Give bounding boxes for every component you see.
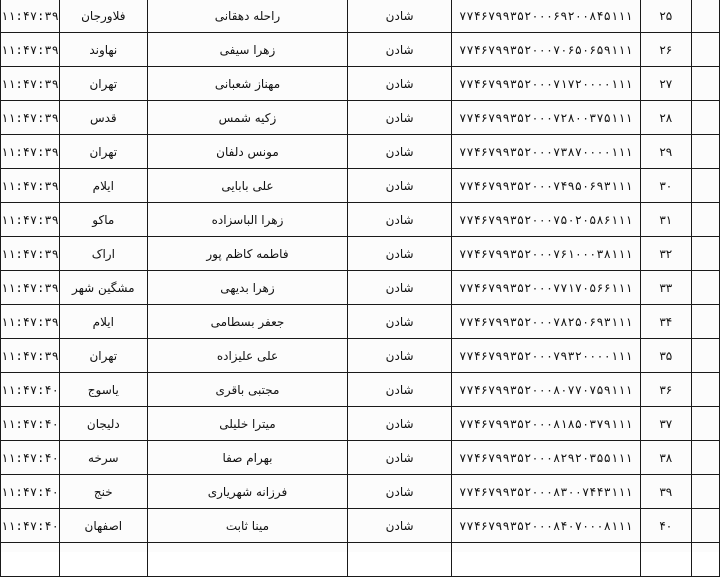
name-cell: جعفر بسطامی bbox=[147, 305, 347, 339]
row-number-cell bbox=[640, 543, 691, 577]
edge-cell bbox=[692, 407, 720, 441]
city-cell: سرخه bbox=[59, 441, 147, 475]
name-cell bbox=[147, 543, 347, 577]
table-row bbox=[1, 509, 720, 543]
time-cell: ۱۱:۴۷:۳۹ bbox=[1, 237, 60, 271]
city-cell: یاسوج bbox=[59, 373, 147, 407]
code-cell: ۷۷۴۶۷۹۹۳۵۲۰۰۰۷۷۱۷۰۵۶۶۱۱۱ bbox=[452, 271, 640, 305]
row-number-cell: ۳۰ bbox=[640, 169, 691, 203]
edge-cell bbox=[692, 101, 720, 135]
row-number-cell: ۳۴ bbox=[640, 305, 691, 339]
table-row bbox=[1, 169, 720, 203]
name-cell: علی علیزاده bbox=[147, 339, 347, 373]
city-cell: مشگین شهر bbox=[59, 271, 147, 305]
edge-cell bbox=[692, 509, 720, 543]
status-cell: شادن bbox=[348, 135, 452, 169]
time-cell bbox=[1, 543, 60, 577]
code-cell bbox=[452, 543, 640, 577]
edge-cell bbox=[692, 237, 720, 271]
status-cell: شادن bbox=[348, 475, 452, 509]
time-cell: ۱۱:۴۷:۴۰ bbox=[1, 509, 60, 543]
name-cell: علی بابایی bbox=[147, 169, 347, 203]
table-row bbox=[1, 305, 720, 339]
code-cell: ۷۷۴۶۷۹۹۳۵۲۰۰۰۷۱۷۲۰۰۰۰۱۱۱ bbox=[452, 67, 640, 101]
row-number-cell: ۳۱ bbox=[640, 203, 691, 237]
table-row bbox=[1, 373, 720, 407]
time-cell: ۱۱:۴۷:۳۹ bbox=[1, 271, 60, 305]
edge-cell bbox=[692, 271, 720, 305]
status-cell: شادن bbox=[348, 271, 452, 305]
time-cell: ۱۱:۴۷:۳۹ bbox=[1, 67, 60, 101]
table-row bbox=[1, 101, 720, 135]
table-row bbox=[1, 407, 720, 441]
code-cell: ۷۷۴۶۷۹۹۳۵۲۰۰۰۷۹۳۲۰۰۰۰۱۱۱ bbox=[452, 339, 640, 373]
table-row bbox=[1, 33, 720, 67]
edge-cell bbox=[692, 0, 720, 33]
time-cell: ۱۱:۴۷:۳۹ bbox=[1, 305, 60, 339]
status-cell: شادن bbox=[348, 339, 452, 373]
name-cell: بهرام صفا bbox=[147, 441, 347, 475]
row-number-cell: ۲۶ bbox=[640, 33, 691, 67]
edge-cell bbox=[692, 305, 720, 339]
time-cell: ۱۱:۴۷:۳۹ bbox=[1, 0, 60, 33]
edge-cell bbox=[692, 373, 720, 407]
status-cell: شادن bbox=[348, 305, 452, 339]
code-cell: ۷۷۴۶۷۹۹۳۵۲۰۰۰۷۳۸۷۰۰۰۰۱۱۱ bbox=[452, 135, 640, 169]
city-cell: ایلام bbox=[59, 169, 147, 203]
row-number-cell: ۳۲ bbox=[640, 237, 691, 271]
name-cell: زهرا بدیهی bbox=[147, 271, 347, 305]
table-row bbox=[1, 271, 720, 305]
city-cell: اراک bbox=[59, 237, 147, 271]
status-cell: شادن bbox=[348, 441, 452, 475]
table-row bbox=[1, 67, 720, 101]
status-cell: شادن bbox=[348, 67, 452, 101]
time-cell: ۱۱:۴۷:۳۹ bbox=[1, 169, 60, 203]
city-cell bbox=[59, 543, 147, 577]
code-cell: ۷۷۴۶۷۹۹۳۵۲۰۰۰۷۴۹۵۰۶۹۳۱۱۱ bbox=[452, 169, 640, 203]
time-cell: ۱۱:۴۷:۴۰ bbox=[1, 407, 60, 441]
code-cell: ۷۷۴۶۷۹۹۳۵۲۰۰۰۷۲۸۰۰۳۷۵۱۱۱ bbox=[452, 101, 640, 135]
edge-cell bbox=[692, 339, 720, 373]
table-row bbox=[1, 475, 720, 509]
table-row-partial bbox=[1, 543, 720, 577]
status-cell: شادن bbox=[348, 33, 452, 67]
city-cell: دلیجان bbox=[59, 407, 147, 441]
time-cell: ۱۱:۴۷:۴۰ bbox=[1, 475, 60, 509]
name-cell: زهرا الباسزاده bbox=[147, 203, 347, 237]
edge-cell bbox=[692, 33, 720, 67]
city-cell: ماکو bbox=[59, 203, 147, 237]
time-cell: ۱۱:۴۷:۴۰ bbox=[1, 441, 60, 475]
edge-cell bbox=[692, 475, 720, 509]
code-cell: ۷۷۴۶۷۹۹۳۵۲۰۰۰۷۸۲۵۰۶۹۳۱۱۱ bbox=[452, 305, 640, 339]
time-cell: ۱۱:۴۷:۳۹ bbox=[1, 33, 60, 67]
city-cell: خنج bbox=[59, 475, 147, 509]
table-row bbox=[1, 203, 720, 237]
name-cell: مهناز شعبانی bbox=[147, 67, 347, 101]
table-row bbox=[1, 0, 720, 33]
row-number-cell: ۳۷ bbox=[640, 407, 691, 441]
name-cell: میترا خلیلی bbox=[147, 407, 347, 441]
code-cell: ۷۷۴۶۷۹۹۳۵۲۰۰۰۷۵۰۲۰۵۸۶۱۱۱ bbox=[452, 203, 640, 237]
code-cell: ۷۷۴۶۷۹۹۳۵۲۰۰۰۸۰۷۷۰۷۵۹۱۱۱ bbox=[452, 373, 640, 407]
name-cell: مونس دلفان bbox=[147, 135, 347, 169]
name-cell: مجتبی باقری bbox=[147, 373, 347, 407]
code-cell: ۷۷۴۶۷۹۹۳۵۲۰۰۰۷۰۶۵۰۶۵۹۱۱۱ bbox=[452, 33, 640, 67]
city-cell: قدس bbox=[59, 101, 147, 135]
city-cell: تهران bbox=[59, 67, 147, 101]
code-cell: ۷۷۴۶۷۹۹۳۵۲۰۰۰۸۱۸۵۰۳۷۹۱۱۱ bbox=[452, 407, 640, 441]
city-cell: فلاورجان bbox=[59, 0, 147, 33]
row-number-cell: ۲۵ bbox=[640, 0, 691, 33]
table-row bbox=[1, 339, 720, 373]
code-cell: ۷۷۴۶۷۹۹۳۵۲۰۰۰۷۶۱۰۰۰۳۸۱۱۱ bbox=[452, 237, 640, 271]
status-cell: شادن bbox=[348, 203, 452, 237]
row-number-cell: ۲۸ bbox=[640, 101, 691, 135]
edge-cell bbox=[692, 543, 720, 577]
name-cell: زهرا سیفی bbox=[147, 33, 347, 67]
time-cell: ۱۱:۴۷:۳۹ bbox=[1, 339, 60, 373]
row-number-cell: ۳۶ bbox=[640, 373, 691, 407]
time-cell: ۱۱:۴۷:۳۹ bbox=[1, 101, 60, 135]
city-cell: اصفهان bbox=[59, 509, 147, 543]
name-cell: راحله دهقانی bbox=[147, 0, 347, 33]
edge-cell bbox=[692, 67, 720, 101]
name-cell: مینا ثابت bbox=[147, 509, 347, 543]
name-cell: فاطمه کاظم پور bbox=[147, 237, 347, 271]
city-cell: ایلام bbox=[59, 305, 147, 339]
row-number-cell: ۳۸ bbox=[640, 441, 691, 475]
status-cell: شادن bbox=[348, 509, 452, 543]
time-cell: ۱۱:۴۷:۳۹ bbox=[1, 203, 60, 237]
row-number-cell: ۳۳ bbox=[640, 271, 691, 305]
city-cell: تهران bbox=[59, 135, 147, 169]
row-number-cell: ۳۵ bbox=[640, 339, 691, 373]
status-cell bbox=[348, 543, 452, 577]
row-number-cell: ۴۰ bbox=[640, 509, 691, 543]
edge-cell bbox=[692, 203, 720, 237]
table-row bbox=[1, 135, 720, 169]
code-cell: ۷۷۴۶۷۹۹۳۵۲۰۰۰۶۹۲۰۰۸۴۵۱۱۱ bbox=[452, 0, 640, 33]
city-cell: تهران bbox=[59, 339, 147, 373]
name-cell: فرزانه شهریاری bbox=[147, 475, 347, 509]
table-row bbox=[1, 237, 720, 271]
time-cell: ۱۱:۴۷:۴۰ bbox=[1, 373, 60, 407]
code-cell: ۷۷۴۶۷۹۹۳۵۲۰۰۰۸۲۹۲۰۳۵۵۱۱۱ bbox=[452, 441, 640, 475]
status-cell: شادن bbox=[348, 407, 452, 441]
city-cell: نهاوند bbox=[59, 33, 147, 67]
row-number-cell: ۲۹ bbox=[640, 135, 691, 169]
records-table-body bbox=[1, 0, 720, 577]
name-cell: زکیه شمس bbox=[147, 101, 347, 135]
code-cell: ۷۷۴۶۷۹۹۳۵۲۰۰۰۸۳۰۰۷۴۴۳۱۱۱ bbox=[452, 475, 640, 509]
time-cell: ۱۱:۴۷:۳۹ bbox=[1, 135, 60, 169]
edge-cell bbox=[692, 169, 720, 203]
status-cell: شادن bbox=[348, 101, 452, 135]
status-cell: شادن bbox=[348, 373, 452, 407]
edge-cell bbox=[692, 441, 720, 475]
row-number-cell: ۲۷ bbox=[640, 67, 691, 101]
status-cell: شادن bbox=[348, 0, 452, 33]
row-number-cell: ۳۹ bbox=[640, 475, 691, 509]
status-cell: شادن bbox=[348, 237, 452, 271]
status-cell: شادن bbox=[348, 169, 452, 203]
edge-cell bbox=[692, 135, 720, 169]
table-row bbox=[1, 441, 720, 475]
code-cell: ۷۷۴۶۷۹۹۳۵۲۰۰۰۸۴۰۷۰۰۰۸۱۱۱ bbox=[452, 509, 640, 543]
